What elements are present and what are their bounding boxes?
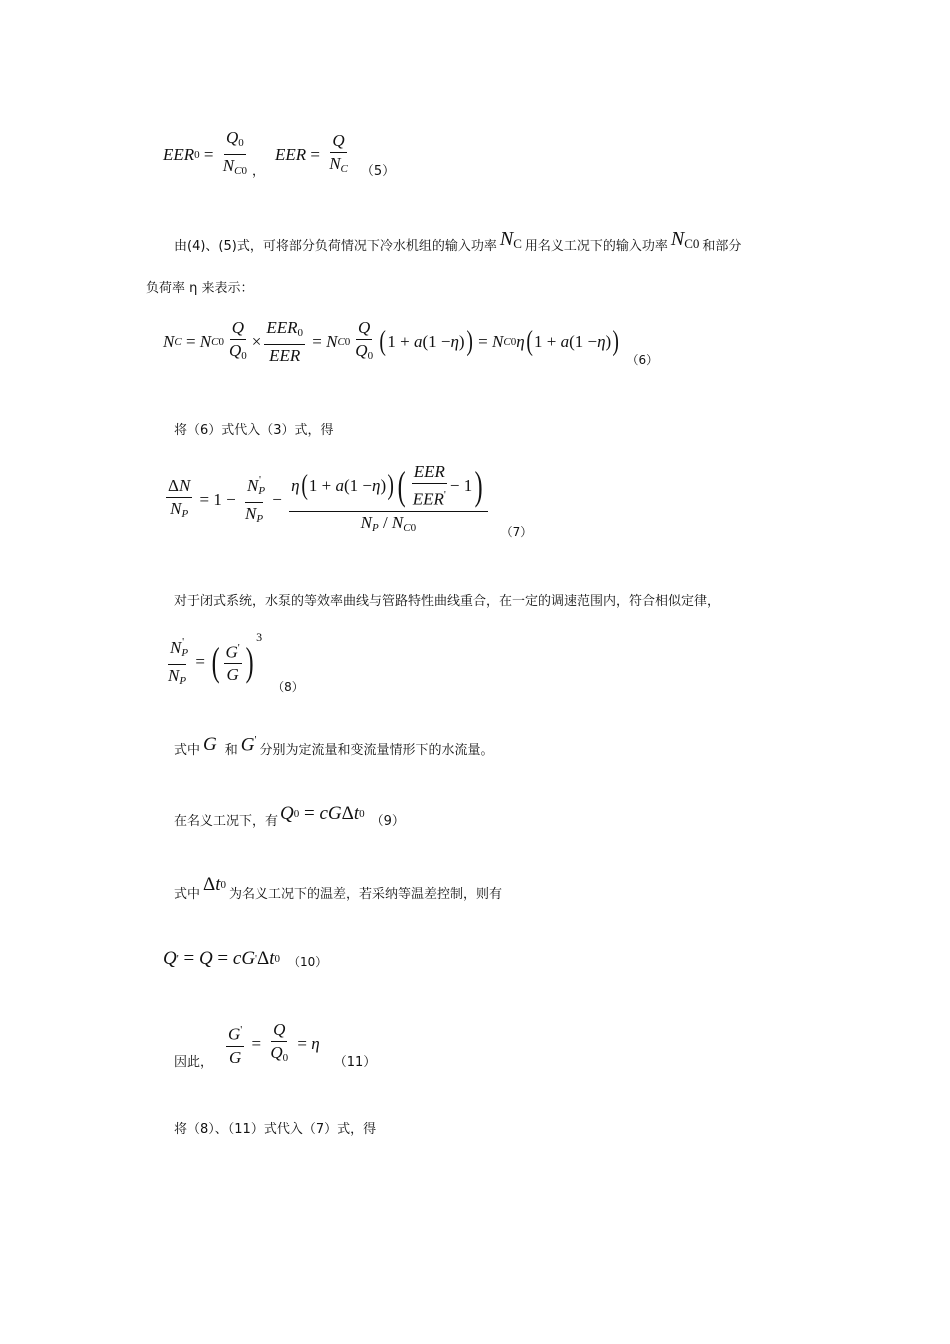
equation-6-label: （6） bbox=[626, 353, 659, 367]
paragraph-7 bbox=[174, 1020, 376, 1068]
paragraph-6-tail: 为名义工况下的温差，若采纳等温差控制，则有 bbox=[229, 887, 503, 902]
paragraph-5 bbox=[174, 803, 405, 829]
paragraph-4-lead: 式中 bbox=[174, 743, 201, 759]
paragraph-6-lead: 式中 bbox=[174, 887, 201, 902]
inline-formula-delta-t0: Δ t 0 bbox=[203, 874, 227, 895]
paragraph-4-tail: 分别为定流量和变流量情形下的水流量。 bbox=[259, 743, 494, 759]
equation-8-body: $\frac{N_P'}{N_P}$ = ( $\frac{G'}{G}$ ) $^3$ （8） bbox=[168, 630, 304, 694]
paragraph-1-lead: 由(4)、(5)式，可将部分负荷情况下冷水机组的输入功率 bbox=[174, 239, 497, 254]
paragraph-2: 将（6）式代入（3）式，得 bbox=[174, 423, 334, 438]
equation-9: Q 0 = cG Δ t 0 bbox=[280, 803, 365, 824]
equation-5-label: （5） bbox=[360, 164, 396, 179]
equation-11-label: （11） bbox=[333, 1055, 377, 1070]
inline-formula-g-prime: G' bbox=[240, 734, 257, 756]
inline-formula-g: G bbox=[203, 734, 217, 756]
equation-10-body: Q ' = Q = cG ' Δ t 0 （10） bbox=[163, 948, 328, 969]
paragraph-4 bbox=[174, 734, 494, 758]
equation-7-label: （7） bbox=[500, 524, 533, 539]
equation-5-comma: ， bbox=[251, 164, 265, 179]
equation-10 bbox=[163, 948, 327, 970]
paragraph-1-line-2: 负荷率 η 来表示： bbox=[146, 281, 254, 296]
equation-5 bbox=[163, 128, 395, 181]
equation-6 bbox=[163, 318, 658, 366]
inline-formula-nc: $N_C$ bbox=[499, 228, 522, 251]
equation-8 bbox=[163, 630, 304, 694]
equation-5-body: EER 0 = $\frac{Q_0}{N_{C0}}$ ， EER = $\frac{Q}{N_C}$ （5） bbox=[163, 128, 396, 179]
paragraph-6 bbox=[174, 874, 502, 902]
equation-11: $\frac{G'}{G}$ = $\frac{Q}{Q_0}$ = η bbox=[228, 1020, 320, 1067]
equation-9-label: （9） bbox=[370, 814, 405, 829]
paragraph-4-mid: 和 bbox=[224, 743, 238, 759]
paragraph-1-mid: 用名义工况下的输入功率 bbox=[524, 239, 668, 254]
paragraph-1-tail: 和部分 bbox=[702, 239, 742, 254]
paragraph-8: 将（8）、（11）式代入（7）式，得 bbox=[174, 1122, 377, 1137]
equation-6-body: N C = N C0 $\frac{Q}{Q_0}$ × $\frac{EER_0}{\text{EER}}$ = N C0 $\frac{Q}{Q_0}$ ( 1 + a (1 − η ) ) = N C0 η ( 1 + a (1 − η ) ) （6） bbox=[163, 318, 659, 367]
paragraph-1-line-1 bbox=[174, 228, 741, 254]
paragraph-5-lead: 在名义工况下，有 bbox=[174, 814, 279, 829]
equation-10-label: （10） bbox=[288, 955, 328, 969]
paragraph-3: 对于闭式系统，水泵的等效率曲线与管路特性曲线重合，在一定的调速范围内，符合相似定律， bbox=[174, 594, 721, 609]
equation-7-body: $\frac{\Delta N}{N_P}$ = 1 − $\frac{N_P'}{N_P}$ − η ( 1 + a (1 − η ) ) ( $\frac{\text{EER}}{EER'}$ − 1 ) $N_P / N_{C0}$ （7） bbox=[168, 462, 533, 539]
inline-formula-nc0: $N_{C0}$ bbox=[670, 228, 700, 251]
paragraph-7-lead: 因此， bbox=[174, 1055, 214, 1070]
equation-7 bbox=[163, 462, 532, 538]
equation-8-label: （8） bbox=[272, 680, 304, 694]
